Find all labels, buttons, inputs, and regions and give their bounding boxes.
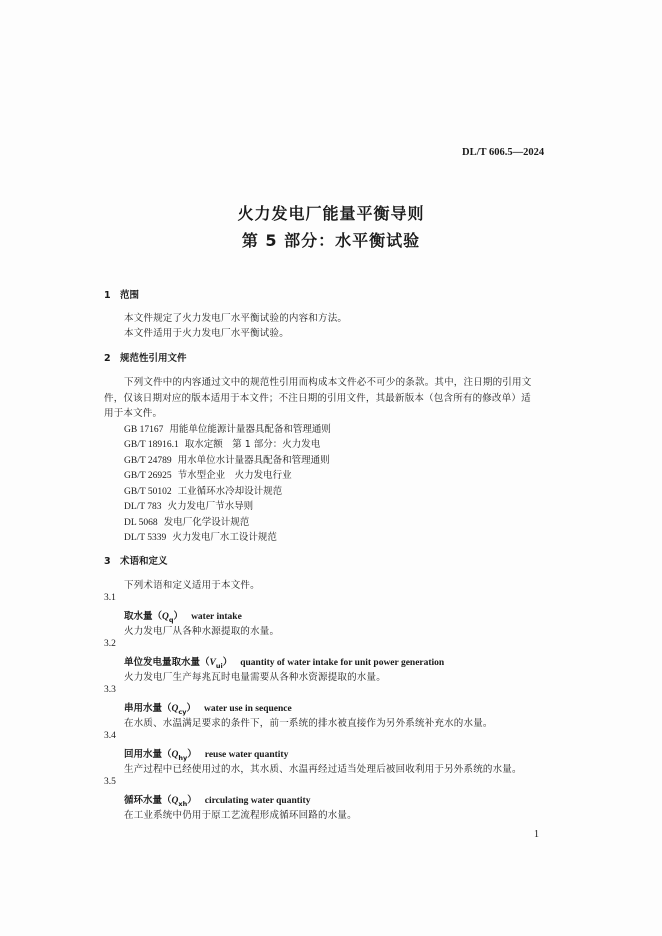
term-subscript: ui [215,661,223,670]
reference-title: 用水单位水计量器具配备和管理通则 [177,455,330,466]
doc-title-line1: 火力发电厂能量平衡导则 [237,204,425,223]
reference-title: 节水型企业 火力发电行业 [177,470,292,481]
term-name: 回用水量（ [124,749,172,760]
reference-item [124,421,331,435]
reference-title: 火力发电厂节水导则 [167,501,254,512]
reference-code: DL 5068 [124,518,158,528]
term-bracket: ） [187,795,197,806]
section-number: 3 [104,556,111,567]
term-symbol: V [209,658,216,668]
doc-title-line2: 第 5 部分：水平衡试验 [241,231,421,250]
term-name: 取水量（ [124,611,163,622]
reference-item [124,529,277,543]
paragraph: 用于本文件。 [104,408,163,419]
term-symbol: Q [171,704,179,714]
term-subscript: xh [178,799,188,808]
term-heading [124,608,242,624]
term-number: 3.1 [104,593,116,603]
doc-number: DL/T 606.5—2024 [462,147,545,158]
section-title: 术语和定义 [120,556,168,567]
reference-code: GB/T 50102 [124,487,172,497]
reference-code: GB/T 24789 [124,456,172,466]
term-heading [124,700,292,716]
reference-item [124,483,282,497]
term-english: water intake [191,612,242,622]
paragraph: 本文件规定了火力发电厂水平衡试验的内容和方法。 [124,313,348,324]
term-english: reuse water quantity [204,750,289,760]
term-number: 3.5 [104,777,116,787]
section-number: 2 [104,353,111,364]
term-definition: 火力发电厂从各种水源提取的水量。 [124,626,280,637]
term-number: 3.2 [104,639,116,649]
reference-item [124,436,320,450]
reference-item [124,514,249,528]
reference-title: 取水定额 第 1 部分：火力发电 [184,439,321,450]
term-definition: 在工业系统中仍用于原工艺流程形成循环回路的水量。 [124,810,357,821]
term-english: circulating water quantity [204,796,311,806]
term-english: quantity of water intake for unit power generation [240,658,445,668]
term-number: 3.3 [104,685,116,695]
reference-title: 火力发电厂水工设计规范 [172,532,277,543]
paragraph: 下列文件中的内容通过文中的规范性引用而构成本文件必不可少的条款。其中，注日期的引用文 [124,377,532,388]
section-1-heading [104,287,139,301]
reference-title: 工业循环水冷却设计规范 [177,486,283,497]
term-bracket: ） [173,611,184,622]
term-bracket: ） [187,749,197,760]
reference-code: GB 17167 [124,425,164,435]
term-english: water use in sequence [204,704,292,714]
term-definition: 在水质、水温满足要求的条件下，前一系统的排水被直接作为另外系统补充水的水量。 [124,718,493,729]
term-symbol: Q [171,796,179,806]
term-definition: 火力发电厂生产每兆瓦时电量需要从各种水资源提取的水量。 [124,672,386,683]
section-2-heading [104,350,187,364]
term-bracket: ） [222,657,233,668]
term-subscript: q [168,615,174,624]
reference-code: DL/T 5339 [124,533,167,543]
term-definition: 生产过程中已经使用过的水，其水质、水温再经过适当处理后被回收利用于另外系统的水量。 [124,764,522,775]
section-number: 1 [104,290,111,301]
term-name: 串用水量（ [124,703,172,714]
reference-title: 发电厂化学设计规范 [163,517,250,528]
section-title: 范围 [120,290,140,301]
term-heading [124,792,310,808]
term-subscript: cy [178,707,187,716]
paragraph: 下列术语和定义适用于本文件。 [124,580,260,591]
paragraph: 件，仅该日期对应的版本适用于本文件；不注日期的引用文件，其最新版本（包含所有的修改单）适 [104,393,531,404]
reference-item [124,452,330,466]
page-number: 1 [534,829,539,840]
term-symbol: Q [162,612,169,622]
reference-code: DL/T 783 [124,502,162,512]
term-bracket: ） [186,703,196,714]
reference-code: GB/T 18916.1 [124,440,179,450]
section-title: 规范性引用文件 [120,353,187,364]
paragraph: 本文件适用于火力发电厂水平衡试验。 [124,328,289,339]
term-heading [124,746,288,762]
term-subscript: hy [178,753,188,762]
term-symbol: Q [171,750,179,760]
term-name: 循环水量（ [124,795,172,806]
reference-item [124,498,253,512]
reference-title: 用能单位能源计量器具配备和管理通则 [169,424,331,435]
term-number: 3.4 [104,731,116,741]
reference-item [124,467,292,481]
term-name: 单位发电量取水量（ [124,657,210,668]
reference-code: GB/T 26925 [124,471,172,481]
section-3-heading [104,553,168,567]
term-heading [124,654,444,670]
